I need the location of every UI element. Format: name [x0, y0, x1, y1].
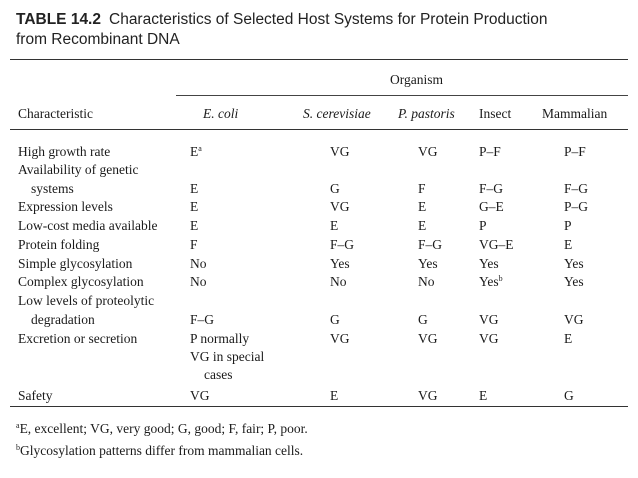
cell-ppastoris: [418, 274, 435, 290]
cell-value: G: [418, 312, 428, 327]
cell-value: E: [418, 218, 427, 233]
cell-value: Yes: [564, 256, 584, 271]
cell-value: VG: [564, 312, 584, 327]
cell-ecoli: [190, 218, 198, 234]
cell-value: P normally: [190, 331, 250, 346]
cell-value: P–F: [479, 144, 501, 159]
cell-value: VG: [418, 388, 438, 403]
cell-value: E: [190, 199, 199, 214]
cell-value: P–G: [564, 199, 589, 214]
cell-scerevisiae: [330, 256, 350, 272]
cell-ppastoris: [418, 199, 426, 215]
cell-scerevisiae: [330, 388, 338, 404]
cell-ecoli: [190, 144, 202, 160]
col-header-mammalian: Mammalian: [542, 106, 608, 121]
footnote-mark: a: [198, 144, 202, 153]
cell-insect: [479, 144, 501, 160]
cell-value: P–F: [564, 144, 586, 159]
cell-mammalian: [564, 237, 572, 253]
cell-value: VG: [479, 312, 499, 327]
cell-insect: [479, 388, 487, 404]
cell-ecoli: [190, 237, 198, 253]
cell-value: VG: [330, 144, 350, 159]
row-label: Availability of genetic: [18, 162, 139, 177]
cell-value: E: [479, 388, 488, 403]
cell-value: E: [330, 388, 339, 403]
cell-insect: [479, 237, 514, 253]
cell-scerevisiae: [330, 312, 340, 328]
cell-ppastoris: [418, 256, 438, 272]
table-title: [16, 10, 626, 50]
cell-value: VG in special: [190, 349, 265, 364]
header-rule: [10, 129, 628, 130]
cell-value: VG: [479, 331, 499, 346]
cell-ecoli: [190, 388, 210, 404]
cell-value: G–E: [479, 199, 504, 214]
cell-ppastoris: [418, 237, 442, 253]
footnote-mark: b: [498, 274, 503, 283]
cell-value: F–G: [330, 237, 355, 252]
cell-insect: [479, 181, 503, 197]
cell-value: No: [190, 274, 207, 289]
row-label: Simple glycosylation: [18, 256, 133, 271]
cell-mammalian: [564, 181, 588, 197]
cell-insect: [479, 218, 487, 234]
cell-scerevisiae: [330, 199, 350, 215]
cell-mammalian: [564, 256, 584, 272]
cell-value: E: [190, 181, 199, 196]
cell-value: F–G: [564, 181, 589, 196]
cell-ppastoris: [418, 181, 426, 197]
footnote-a-mark: a: [16, 421, 20, 430]
cell-mammalian: [564, 274, 584, 290]
cell-value: E: [330, 218, 339, 233]
cell-value: No: [190, 256, 207, 271]
cell-value: E: [190, 218, 199, 233]
cell-insect: [479, 331, 499, 347]
cell-mammalian: [564, 388, 574, 404]
cell-mammalian: [564, 331, 572, 347]
cell-value: Yes: [564, 274, 584, 289]
cell-ppastoris: [418, 312, 428, 328]
cell-value: E: [190, 144, 199, 159]
cell-value: G: [330, 312, 340, 327]
cell-value: F–G: [418, 237, 443, 252]
cell-value: Yes: [479, 274, 499, 289]
cell-ecoli: [190, 199, 198, 215]
row-label: Protein folding: [18, 237, 100, 252]
col-header-insect: Insect: [479, 106, 512, 121]
col-header-characteristic: Characteristic: [18, 106, 93, 121]
cell-scerevisiae: [330, 144, 350, 160]
row-label: systems: [31, 181, 74, 196]
cell-value: Yes: [418, 256, 438, 271]
cell-insect: [479, 199, 504, 215]
cell-mammalian: [564, 199, 588, 215]
cell-value: P: [564, 218, 572, 233]
cell-value: F–G: [479, 181, 504, 196]
cell-ecoli: [190, 349, 264, 365]
cell-scerevisiae: [330, 237, 354, 253]
cell-value: F–G: [190, 312, 215, 327]
cell-ecoli: [204, 367, 232, 383]
organism-rule: [176, 95, 628, 96]
cell-scerevisiae: [330, 218, 338, 234]
row-label: degradation: [31, 312, 95, 327]
footnote-a-text: E, excellent; VG, very good; G, good; F, fair; P, poor.: [19, 421, 308, 436]
table-title-line2: from Recombinant DNA: [16, 31, 180, 48]
row-label: Expression levels: [18, 199, 113, 214]
row-label: High growth rate: [18, 144, 111, 159]
row-label: Low levels of proteolytic: [18, 293, 155, 308]
organism-header: Organism: [390, 72, 443, 87]
cell-value: Yes: [479, 256, 499, 271]
cell-ecoli: [190, 181, 198, 197]
table-number: TABLE 14.2: [16, 11, 101, 28]
cell-value: No: [330, 274, 347, 289]
cell-value: VG–E: [479, 237, 514, 252]
cell-ppastoris: [418, 144, 438, 160]
cell-value: P: [479, 218, 487, 233]
cell-scerevisiae: [330, 274, 347, 290]
cell-value: VG: [330, 199, 350, 214]
cell-value: VG: [330, 331, 350, 346]
bottom-rule: [10, 406, 628, 407]
footnote-a: [16, 421, 308, 437]
cell-value: VG: [190, 388, 210, 403]
row-label: Low-cost media available: [18, 218, 158, 233]
cell-ppastoris: [418, 218, 426, 234]
col-header-ecoli: E. coli: [203, 106, 239, 121]
cell-value: F: [418, 181, 426, 196]
row-label: Complex glycosylation: [18, 274, 144, 289]
cell-value: G: [564, 388, 574, 403]
cell-ecoli: [190, 331, 249, 347]
cell-insect: [479, 312, 499, 328]
cell-scerevisiae: [330, 331, 350, 347]
cell-value: No: [418, 274, 435, 289]
cell-value: G: [330, 181, 340, 196]
cell-value: Yes: [330, 256, 350, 271]
cell-value: VG: [418, 331, 438, 346]
table-title-line1: Characteristics of Selected Host Systems for Protein Production: [109, 11, 548, 28]
cell-scerevisiae: [330, 181, 340, 197]
cell-value: E: [564, 237, 573, 252]
cell-ecoli: [190, 274, 207, 290]
cell-value: cases: [204, 367, 233, 382]
top-rule: [10, 59, 628, 60]
row-label: Safety: [18, 388, 53, 403]
cell-value: VG: [418, 144, 438, 159]
cell-ecoli: [190, 256, 207, 272]
col-header-scerevisiae: S. cerevisiae: [303, 106, 371, 121]
cell-insect: [479, 274, 503, 290]
cell-ppastoris: [418, 331, 438, 347]
row-label: Excretion or secretion: [18, 331, 138, 346]
cell-value: F: [190, 237, 198, 252]
footnote-b: [16, 443, 303, 459]
cell-ppastoris: [418, 388, 438, 404]
cell-mammalian: [564, 218, 572, 234]
cell-value: E: [418, 199, 427, 214]
col-header-ppastoris: P. pastoris: [398, 106, 455, 121]
cell-value: E: [564, 331, 573, 346]
cell-insect: [479, 256, 499, 272]
cell-mammalian: [564, 144, 586, 160]
footnote-b-mark: b: [16, 443, 20, 452]
cell-ecoli: [190, 312, 214, 328]
footnote-b-text: Glycosylation patterns differ from mammalian cells.: [20, 443, 304, 458]
cell-mammalian: [564, 312, 584, 328]
